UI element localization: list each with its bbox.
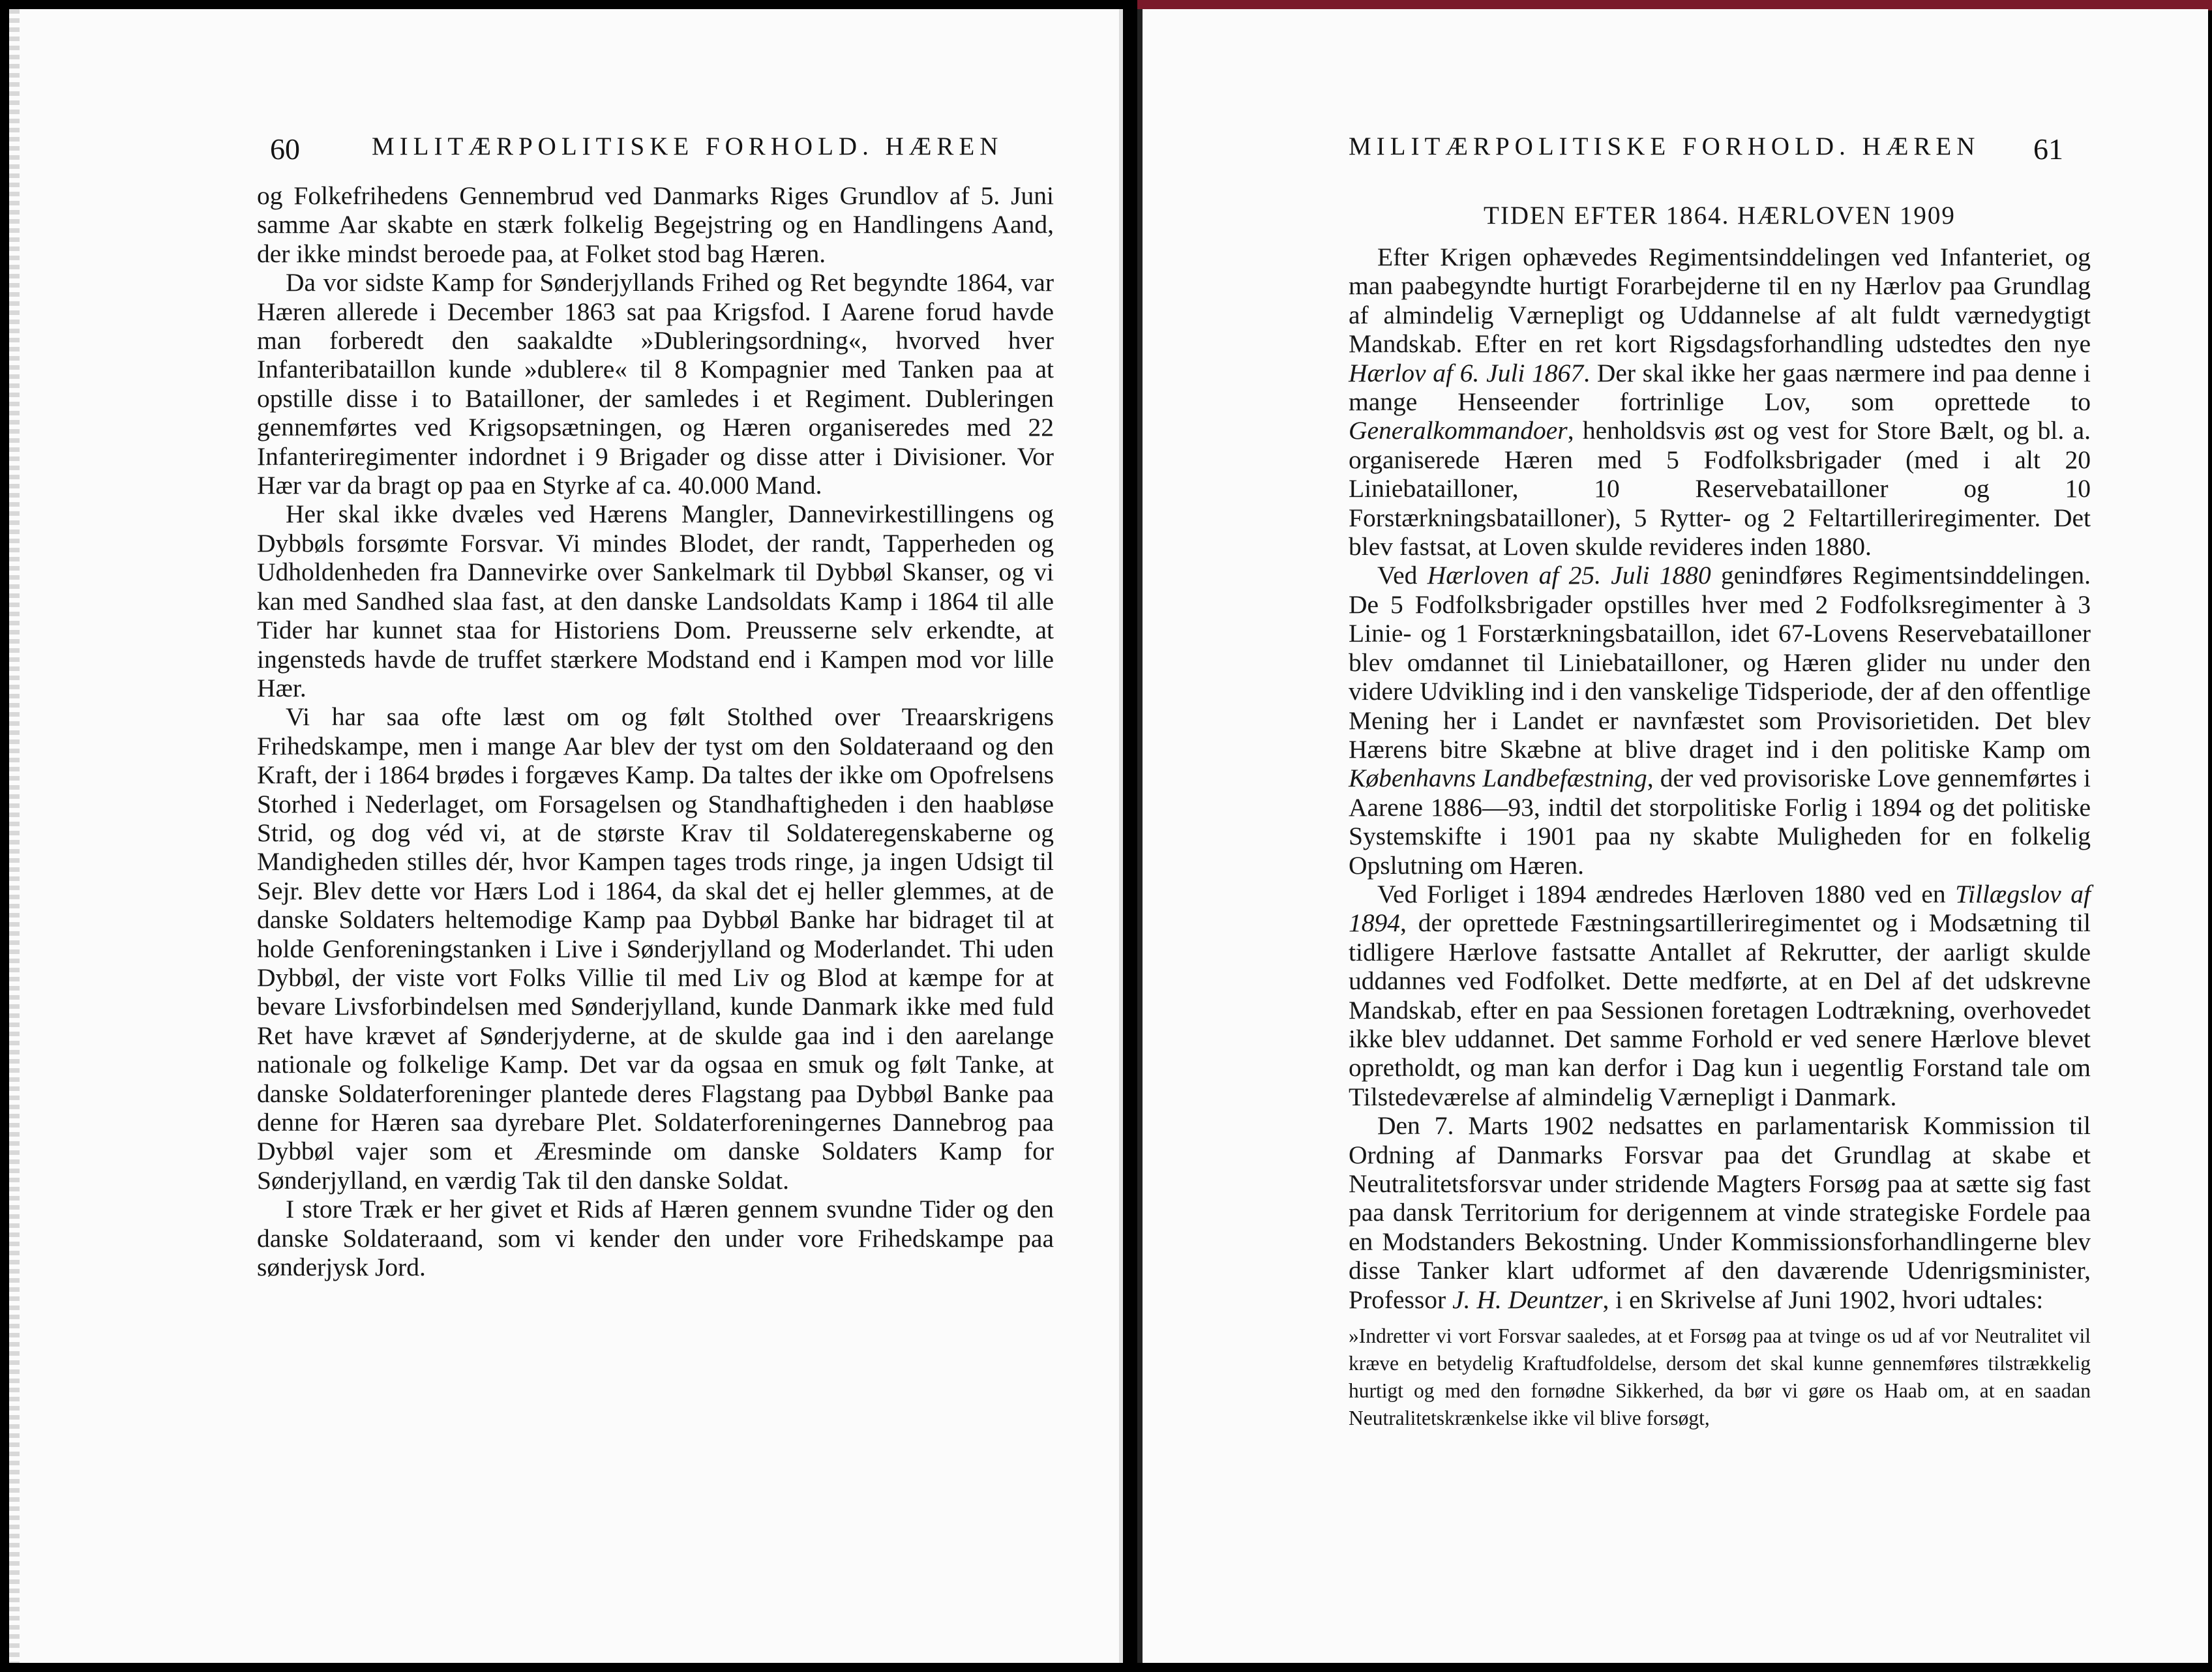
- italic-text: Tillægslov af 1894: [1349, 879, 2091, 938]
- page-number: 60: [270, 132, 300, 166]
- text-run: , henholdsvis øst og vest for Store Bælt, og bl. a. organiserede Hæren med 5 Fodfolksbrigader (med i alt 20 Liniebatailloner, 10 Reservebatailloner og 10 Forstærkningsbatailloner), 5 Rytter- og 2 Feltartilleriregimenter. Det blev fastsat, at Loven skulde revideres inden 1880.: [1349, 416, 2091, 561]
- paragraph: [257, 268, 1054, 500]
- right-page: [1137, 9, 2208, 1663]
- running-head: MILITÆRPOLITISKE FORHOLD. HÆREN: [1349, 132, 1980, 160]
- quote-text: »Indretter vi vort Forsvar saaledes, at et Forsøg paa at tvinge os ud af vor Neutralitet vil kræve en betydelig Kraftudfoldelse, dersom det skal kunne gennemføres tilstrækkelig hurtigt og med den fornødne Sikkerhed, da bør vi gøre os Haab om, at en saadan Neutralitetskrænkelse ikke vil blive forsøgt,: [1349, 1324, 2091, 1429]
- italic-text: Generalkommandoer: [1349, 416, 1568, 445]
- section-title: TIDEN EFTER 1864. HÆRLOVEN 1909: [1484, 202, 1956, 230]
- italic-text: J. H. Deuntzer: [1452, 1285, 1603, 1314]
- italic-text: Hærloven af 25. Juli 1880: [1427, 561, 1711, 590]
- text-run: Ved: [1377, 561, 1427, 590]
- text-run: I store Træk er her givet et Rids af Hæren gennem svundne Tider og den danske Soldateraand, som vi kender den under vore Frihedskampe paa sønderjysk Jord.: [257, 1195, 1054, 1282]
- paragraph: [257, 500, 1054, 702]
- paragraph: [1349, 1111, 2091, 1314]
- text-run: genindføres Regimentsinddelingen. De 5 Fodfolksbrigader opstilles hver med 2 Fodfolksregimenter à 3 Linie- og 1 Forstærkningsbataillon, idet 67-Lovens Reservebatailloner blev omdannet til Liniebatailloner, og Hæren glider nu under den videre Udvikling ind i den vanskelige Tidsperiode, der af den offentlige Mening her i Landet er navnfæstet som Provisorietiden. Det blev Hærens bitre Skæbne at blive draget ind i den politiske Kamp om: [1349, 561, 2091, 764]
- left-page: [9, 9, 1123, 1663]
- body-text: [1349, 243, 2091, 1314]
- paragraph: [257, 1195, 1054, 1281]
- italic-text: Hærlov af 6. Juli 1867: [1349, 358, 1584, 387]
- running-head: MILITÆRPOLITISKE FORHOLD. HÆREN: [372, 132, 1004, 160]
- text-run: , i en Skrivelse af Juni 1902, hvori udtales:: [1602, 1285, 2044, 1314]
- text-run: . Der skal ikke her gaas nærmere ind paa denne i mange Henseender fortrinlige Lov, som oprettede to: [1349, 358, 2091, 417]
- text-run: Efter Krigen ophævedes Regimentsinddelingen ved Infanteriet, og man paabegyndte hurtigt Forarbejderne til en ny Hærlov paa Grundlag af almindelig Værnepligt og Uddannelse af alt fuldt værnedygtigt Mandskab. Efter en ret kort Rigsdagsforhandling udstedtes den nye: [1349, 243, 2091, 359]
- text-run: og Folkefrihedens Gennembrud ved Danmarks Riges Grundlov af 5. Juni samme Aar skabte en stærk folkelig Begejstring og en Handlingens Aand, der ikke mindst beroede paa, at Folket stod bag Hæren.: [257, 181, 1054, 268]
- text-run: Her skal ikke dvæles ved Hærens Mangler, Dannevirkestillingens og Dybbøls forsømte Forsvar. Vi mindes Blodet, der randt, Tapperheden og Udholdenheden fra Dannevirke over Sankelmark til Dybbøl Skanser, og vi kan med Sandhed slaa fast, at den danske Landsoldats Kamp i 1864 til alle Tider har kunnet staa for Historiens Dom. Preusserne selv erkendte, at ingensteds havde de truffet stærkere Modstand end i Kampen mod vor lille Hær.: [257, 500, 1054, 702]
- text-run: Den 7. Marts 1902 nedsattes en parlamentarisk Kommission til Ordning af Danmarks Forsvar paa det Grundlag at skabe et Neutralitetsforsvar under stridende Magters Forsøg paa at sætte sig fast paa dansk Territorium for derigennem at vinde strategiske Fordele paa en Modstanders Bekostning. Under Kommissionsforhandlingerne blev disse Tanker klart udformet af den daværende Udenrigsminister, Professor: [1349, 1111, 2091, 1314]
- binding-edge: [9, 9, 20, 1663]
- paragraph: [1349, 561, 2091, 879]
- text-run: Da vor sidste Kamp for Sønderjyllands Frihed og Ret begyndte 1864, var Hæren allerede i December 1863 sat paa Krigsfod. I Aarene forud havde man forberedt den saakaldte »Dubleringsordning«, hvorved hver Infanteribataillon kunde »dublere« til 8 Kompagnier med Tanken paa at opstille disse i to Batailloner, der samledes i et Regiment. Dubleringen gennemførtes ved Krigsopsætningen, og Hæren organiseredes med 22 Infanteriregimenter indordnet i 9 Brigader og disse atter i Divisioner. Vor Hær var da bragt op paa en Styrke af ca. 40.000 Mand.: [257, 268, 1054, 500]
- paragraph: [257, 702, 1054, 1195]
- page-number: 61: [2033, 132, 2063, 166]
- text-run: , der oprettede Fæstningsartilleriregimentet og i Modsætning til tidligere Hærlove fastsatte Antallet af Rekrutter, der aarligt skulde uddannes ved Fodfolket. Dette medførte, at en Del af det udskrevne Mandskab, efter en paa Sessionen foretagen Lodtrækning, overhovedet ikke blev uddannet. Det samme Forhold er ved senere Hærlove blevet opretholdt, og man kan derfor i Dag kun i uegentlig Forstand tale om Tilstedeværelse af almindelig Værnepligt i Danmark.: [1349, 908, 2091, 1111]
- block-quote: [1349, 1322, 2091, 1432]
- text-run: Ved Forliget i 1894 ændredes Hærloven 1880 ved en: [1377, 879, 1956, 908]
- paragraph: [1349, 243, 2091, 561]
- paragraph: [1349, 880, 2091, 1111]
- text-run: Vi har saa ofte læst om og følt Stolthed over Treaarskrigens Frihedskampe, men i mange Aar blev der tyst om den Soldateraand og den Kraft, der i 1864 brødes i forgæves Kamp. Da taltes der ikke om Opofrelsens Storhed i Nederlaget, om Forsagelsen og Standhaftigheden i den haabløse Strid, og dog véd vi, at de største Krav til Soldateregenskaberne og Mandigheden stilles dér, hvor Kampen tages trods ringe, ja ingen Udsigt til Sejr. Blev dette vor Hærs Lod i 1864, da skal det ej heller glemmes, at de danske Soldaters heltemodige Kamp paa Dybbøl Banke har bidraget til at holde Genforeningstanken i Live i Sønderjylland og Moderlandet. Thi uden Dybbøl, der viste vort Folks Villie til med Liv og Blod at kæmpe for at bevare Livsforbindelsen med Sønderjylland, kunde Danmark ikke med fuld Ret have krævet af Sønderjyderne, at de skulde gaa ind i den aarelange nationale og folkelige Kamp. Det var da ogsaa en smuk og følt Tanke, at danske Soldaterforeninger plantede deres Flagstang paa Dybbøl Banke paa denne for Hæren saa dyrebare Plet. Soldaterforeningernes Dannebrog paa Dybbøl vajer som et Æresminde om danske Soldaters Kamp for Sønderjylland, en værdig Tak til den danske Soldat.: [257, 702, 1054, 1195]
- italic-text: Københavns Landbefæstning: [1349, 764, 1647, 793]
- text-run: , der ved provisoriske Love gennemførtes i Aarene 1886—93, indtil det storpolitiske Forlig i 1894 og det politiske Systemskifte i 1901 paa ny skabte Muligheden for en folkelig Opslutning om Hæren.: [1349, 764, 2091, 880]
- body-text: [257, 181, 1054, 1281]
- paragraph: [257, 181, 1054, 268]
